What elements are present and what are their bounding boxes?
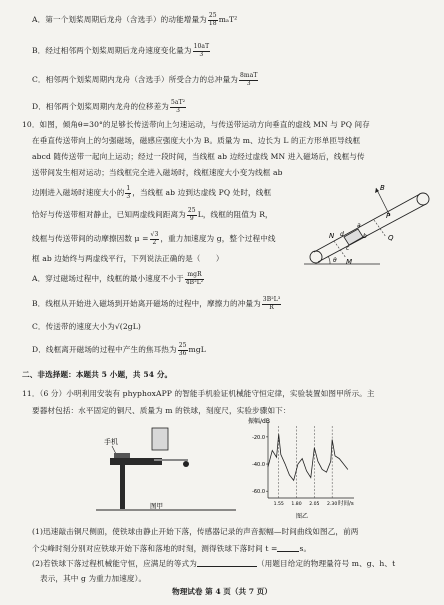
caption-jia: 图甲 (150, 502, 163, 510)
q10-line-6: 恰好与传送带相对静止，已知两虚线间距离为 $\frac{25}{9}$ L，线框的阻值为 R， (32, 207, 273, 222)
q9-option-d: D．相邻两个划桨周期内龙舟的位移差为 $\frac{\text{5aT²}}{3}$ (32, 99, 186, 114)
fraction: $\frac{25}{36}$ (178, 342, 187, 357)
fraction: $\frac{\text{8maT}}{3}$ (239, 72, 258, 87)
lower-roller (310, 251, 322, 263)
q10-line-4: 送带间发生相对运动；当线框完全进入磁场时，线框速度大小变为线框 ab (32, 168, 283, 177)
q9-option-c: C．相邻两个划桨周期内龙舟（含选手）所受合力的总冲量为 $\frac{\text{8maT}}{3}$ (32, 72, 258, 87)
q10-option-c: C．传送带的速度大小为√(2gL) (32, 322, 141, 331)
q10-line-7: 线框与传送带间的动摩擦因数 μ = $\frac{√3}{2}$ ，重力加速度为 g，整个过程中线 (32, 231, 276, 246)
belt-top (314, 194, 420, 252)
y-tick-label: -20.0 (252, 434, 265, 441)
section-2-title: 二、非选择题：本题共 5 小题，共 54 分。 (22, 370, 173, 379)
figure-jia (96, 424, 246, 516)
label-d: d (340, 231, 344, 238)
fraction: $\frac{\text{5aT²}}{3}$ (170, 99, 186, 114)
fraction: $\frac{25}{9}$ (187, 207, 196, 222)
answer-blank-eq[interactable] (197, 558, 257, 567)
page-footer: 物理试卷 第 4 页（共 7 页） (172, 587, 272, 596)
q9-option-b: B．经过相邻两个划桨周期后龙舟速度变化量为 $\frac{10aT}{3}$ (32, 43, 210, 58)
q10-line-8: 框 ab 边始终与两虚线平行，下列说法正确的是（ ） (32, 254, 224, 263)
label-p: P (386, 212, 391, 220)
chart-ylabel: 振幅/dB (248, 418, 270, 425)
fraction: $\frac{\text{mgR}}{\text{4B²L²}}$ (185, 271, 204, 286)
iron-ball (183, 461, 189, 467)
chart-axes (268, 422, 354, 498)
chart-caption: 图乙 (296, 513, 309, 520)
x-tick-label: 2.30 (327, 502, 338, 507)
label-c: c (346, 245, 350, 252)
q10-option-a: A．穿过磁场过程中，线框的最小速度不小于 $\frac{\text{mgR}}{\text{4B²L²}}$ (32, 271, 204, 286)
q11-line-2: 要器材包括：水平固定的铜尺、质量为 m 的铁球，刻度尺，实验步骤如下： (32, 406, 291, 415)
fraction: $\frac{1}{3}$ (126, 185, 131, 200)
chart-xlabel: 时间/s (338, 501, 354, 507)
y-tick-label: -60.0 (252, 489, 265, 496)
conveyor-figure (300, 180, 438, 272)
clamp-block (152, 428, 168, 450)
label-m: M (346, 258, 353, 266)
label-n: N (329, 232, 335, 240)
amplitude-line (268, 434, 348, 480)
q10-line-2: 在垂直传送带向上的匀强磁场，磁感应强度大小为 B。质量为 m、边长为 L 的正方形单匝导线框 (32, 136, 361, 145)
fraction: $\frac{10aT}{3}$ (193, 43, 210, 58)
x-tick-label: 2.05 (309, 502, 320, 507)
fraction: $\frac{√3}{2}$ (150, 231, 159, 246)
figure-yi-chart (246, 414, 358, 524)
q11-step-2: (2)若铁球下落过程机械能守恒，应满足的等式为 （用题目给定的物理量符号 m、g、h、t (32, 559, 396, 568)
phone (114, 453, 130, 458)
q10-line-1: 10．如图，倾角θ=30°的足够长传送带向上匀速运动，与传送带运动方向垂直的虚线 MN 与 PQ 间存 (22, 120, 370, 129)
theta-arc (328, 256, 330, 264)
q11-step-1: (1)迅速敲击铜尺侧面，使铁球由静止开始下落，传感器记录的声音振幅—时间曲线如图乙，前两 (32, 527, 359, 536)
y-tick-label: -40.0 (252, 462, 265, 469)
label-theta: θ (333, 257, 337, 264)
x-tick-label: 1.55 (273, 502, 284, 507)
q11-line-1: 11．（6 分）小明利用安装有 phyphoxAPP 的智能手机验证机械能守恒定律，实验装置如图甲所示。主 (22, 389, 375, 398)
q9-option-a: A．第一个划桨周期后龙舟（含选手）的动能增量为 $\frac{25}{18}$ mₐT² (32, 12, 238, 27)
phone-label: 手机 (104, 438, 118, 446)
label-q: Q (388, 234, 394, 242)
label-a: a (357, 222, 361, 229)
wire-frame (344, 229, 363, 245)
q11-step-1b: 个尖峰时刻分别对应铁球开始下落和落地的时刻，测得铁球下落时间 t = s。 (32, 544, 312, 553)
q10-line-3: abcd 随传送带一起向上运动；经过一段时间，当线框 ab 边经过虚线 MN 进入磁场后，线框与传 (32, 152, 365, 161)
fraction: $\frac{25}{18}$ (208, 12, 217, 27)
x-tick-label: 1.80 (291, 502, 302, 507)
chart-ticks (252, 426, 337, 507)
chart-series (268, 434, 348, 480)
q10-option-b: B．线框从开始进入磁场到开始离开磁场的过程中，摩擦力的冲量为 $\frac{\text{3B²L³}}{R}$ (32, 296, 281, 311)
q11-step-2b: 表示，其中 g 为重力加速度）。 (40, 574, 147, 583)
table-leg (120, 465, 125, 509)
label-b: b (363, 233, 367, 240)
label-b-field: B (380, 184, 385, 192)
q10-line-5: 边刚进入磁场时速度大小的 $\frac{1}{3}$ ，当线框 ab 边到达虚线 PQ 处时，线框 (32, 185, 272, 200)
upper-roller (417, 193, 429, 205)
q10-option-d: D．线框离开磁场的过程中产生的焦耳热为 $\frac{25}{36}$ mgL (32, 342, 206, 357)
line-mn (334, 241, 346, 258)
answer-blank-t[interactable] (277, 543, 299, 552)
fraction: $\frac{\text{3B²L³}}{R}$ (262, 296, 281, 311)
